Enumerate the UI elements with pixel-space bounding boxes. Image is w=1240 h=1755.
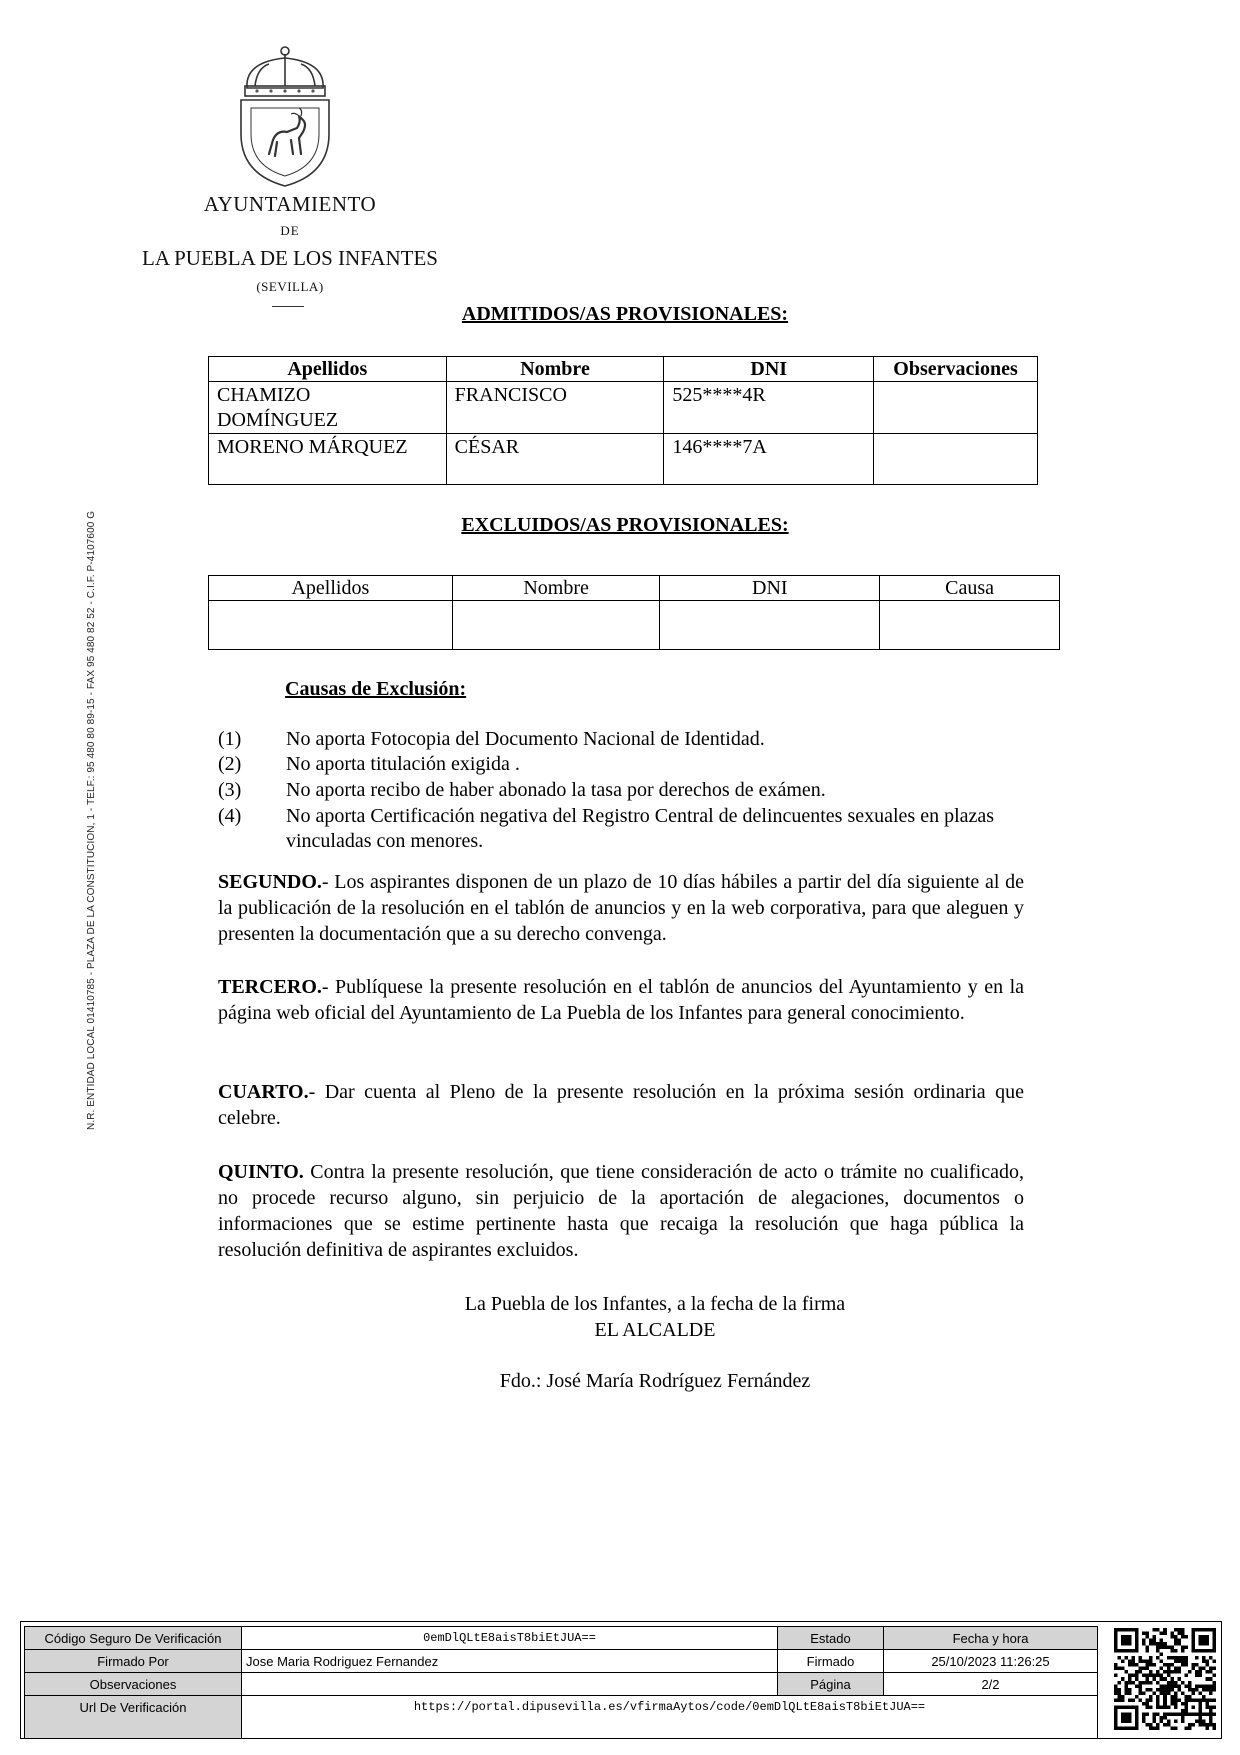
verification-table xyxy=(24,1626,1098,1739)
estado-value: Firmado xyxy=(778,1650,884,1673)
qr-code-icon xyxy=(1114,1628,1216,1730)
header-apellidos: Apellidos xyxy=(209,576,453,601)
cell-nombre: CÉSAR xyxy=(446,434,664,485)
header-nombre: Nombre xyxy=(452,576,660,601)
cell-apellidos xyxy=(209,434,447,485)
fecha-label: Fecha y hora xyxy=(884,1627,1098,1650)
paragraph-text: Contra la presente resolución, que tiene consideración de acto o trámite no cualificado, no procede recurso alguno, sin perjuicio de la aportación de alegaciones, documentos o informaciones que se estime pertinente hasta que recaiga la resolución que haga pública la resolución definitiva de aspirantes excluidos. xyxy=(218,1161,1024,1261)
header-dni: DNI xyxy=(664,357,874,382)
cell-dni: 146****7A xyxy=(664,434,874,485)
cause-number: (4) xyxy=(218,805,242,827)
firmado-value: Jose Maria Rodriguez Fernandez xyxy=(242,1650,778,1673)
org-name-line1: AYUNTAMIENTO xyxy=(203,192,377,216)
cell-observaciones xyxy=(874,434,1038,485)
cause-text: No aporta Certificación negativa del Registro Central de delincuentes sexuales en plazas vinculadas con menores. xyxy=(286,805,995,852)
paragraph-label: SEGUNDO. xyxy=(218,871,322,893)
csv-value: 0emDlQLtE8aisT8biEtJUA== xyxy=(242,1627,778,1650)
cause-number: (1) xyxy=(218,728,242,750)
paragraph-label: QUINTO. xyxy=(218,1161,304,1183)
verification-url-link[interactable]: https://portal.dipusevilla.es/vfirmaAytos/code/0emDlQLtE8aisT8biEtJUA== xyxy=(413,1700,926,1714)
signature-signer: Fdo.: José María Rodríguez Fernández xyxy=(499,1370,811,1392)
pagina-value: 2/2 xyxy=(884,1673,1098,1696)
excluidos-table xyxy=(208,575,1060,650)
causes-title: Causas de Exclusión: xyxy=(285,678,467,700)
table-row xyxy=(25,1696,1098,1739)
paragraph-text: - Publíquese la presente resolución en el tablón de anuncios del Ayuntamiento y en la página web oficial del Ayuntamiento de La Puebla de los Infantes para general conocimiento. xyxy=(218,976,1024,1024)
table-row xyxy=(25,1673,1098,1696)
paragraph-quinto xyxy=(218,1159,1024,1263)
header-nombre: Nombre xyxy=(446,357,664,382)
header-causa: Causa xyxy=(880,576,1060,601)
cell-empty xyxy=(660,601,880,650)
header-apellidos: Apellidos xyxy=(209,357,447,382)
signature-place: La Puebla de los Infantes, a la fecha de la firma xyxy=(464,1293,846,1315)
observaciones-value xyxy=(242,1673,778,1696)
org-name-line4: (SEVILLA) xyxy=(256,279,324,294)
cause-text: No aporta Fotocopia del Documento Nacional de Identidad. xyxy=(286,728,765,750)
table-row xyxy=(209,601,1060,650)
cell-apellidos xyxy=(209,382,447,434)
observaciones-label: Observaciones xyxy=(25,1673,242,1696)
side-legal-text: N.R. ENTIDAD LOCAL 01410785 - PLAZA DE LA CONSTITUCION, 1 - TELF.: 95 480 80 89-15 - FAX 95 480 82 52 - C.I.F. P-4107600 G xyxy=(86,510,97,1130)
table-row xyxy=(209,382,1038,434)
org-name-line2: DE xyxy=(280,223,300,238)
table-header-row xyxy=(209,357,1038,382)
firmado-label: Firmado Por xyxy=(25,1650,242,1673)
cell-empty xyxy=(209,601,453,650)
admitidos-table xyxy=(208,356,1038,485)
fecha-value: 25/10/2023 11:26:25 xyxy=(884,1650,1098,1673)
table-row xyxy=(209,434,1038,485)
org-name-line3: LA PUEBLA DE LOS INFANTES xyxy=(142,246,438,270)
table-header-row xyxy=(209,576,1060,601)
cell-empty xyxy=(452,601,660,650)
cell-observaciones xyxy=(874,382,1038,434)
header-dni: DNI xyxy=(660,576,880,601)
header-observaciones: Observaciones xyxy=(874,357,1038,382)
paragraph-label: CUARTO. xyxy=(218,1081,309,1103)
paragraph-text: - Los aspirantes disponen de un plazo de 10 días hábiles a partir del día siguiente al de la publicación de la resolución en el tablón de anuncios y en la web corporativa, para que aleguen y presenten la documentación que a su derecho convenga. xyxy=(218,871,1024,945)
list-item xyxy=(218,752,1038,777)
paragraph-cuarto xyxy=(218,1079,1024,1131)
list-item xyxy=(218,778,1038,803)
cause-text: No aporta recibo de haber abonado la tasa por derechos de exámen. xyxy=(286,779,826,801)
cell-nombre: FRANCISCO xyxy=(446,382,664,434)
cell-apellidos-line1: CHAMIZO xyxy=(217,384,311,406)
cell-apellidos-line1: MORENO MÁRQUEZ xyxy=(217,436,408,458)
excluidos-title: EXCLUIDOS/AS PROVISIONALES: xyxy=(461,514,789,536)
cell-empty xyxy=(880,601,1060,650)
admitidos-title: ADMITIDOS/AS PROVISIONALES: xyxy=(461,303,789,325)
paragraph-text: - Dar cuenta al Pleno de la presente resolución en la próxima sesión ordinaria que celebre. xyxy=(218,1081,1024,1129)
url-label: Url De Verificación xyxy=(25,1696,242,1739)
table-row xyxy=(25,1627,1098,1650)
paragraph-label: TERCERO. xyxy=(218,976,322,998)
cell-dni: 525****4R xyxy=(664,382,874,434)
list-item xyxy=(218,804,1038,854)
csv-label: Código Seguro De Verificación xyxy=(25,1627,242,1650)
paragraph-tercero xyxy=(218,974,1024,1026)
paragraph-segundo xyxy=(218,869,1024,947)
list-item xyxy=(218,727,1038,752)
estado-label: Estado xyxy=(778,1627,884,1650)
pagina-label: Página xyxy=(778,1673,884,1696)
table-row xyxy=(25,1650,1098,1673)
cause-text: No aporta titulación exigida . xyxy=(286,753,520,775)
cause-number: (3) xyxy=(218,779,242,801)
url-value[interactable] xyxy=(242,1696,1098,1739)
cell-apellidos-line2: DOMÍNGUEZ xyxy=(217,409,339,431)
coat-of-arms-crest-icon xyxy=(225,42,345,190)
cause-number: (2) xyxy=(218,753,242,775)
signature-role: EL ALCALDE xyxy=(594,1319,716,1341)
